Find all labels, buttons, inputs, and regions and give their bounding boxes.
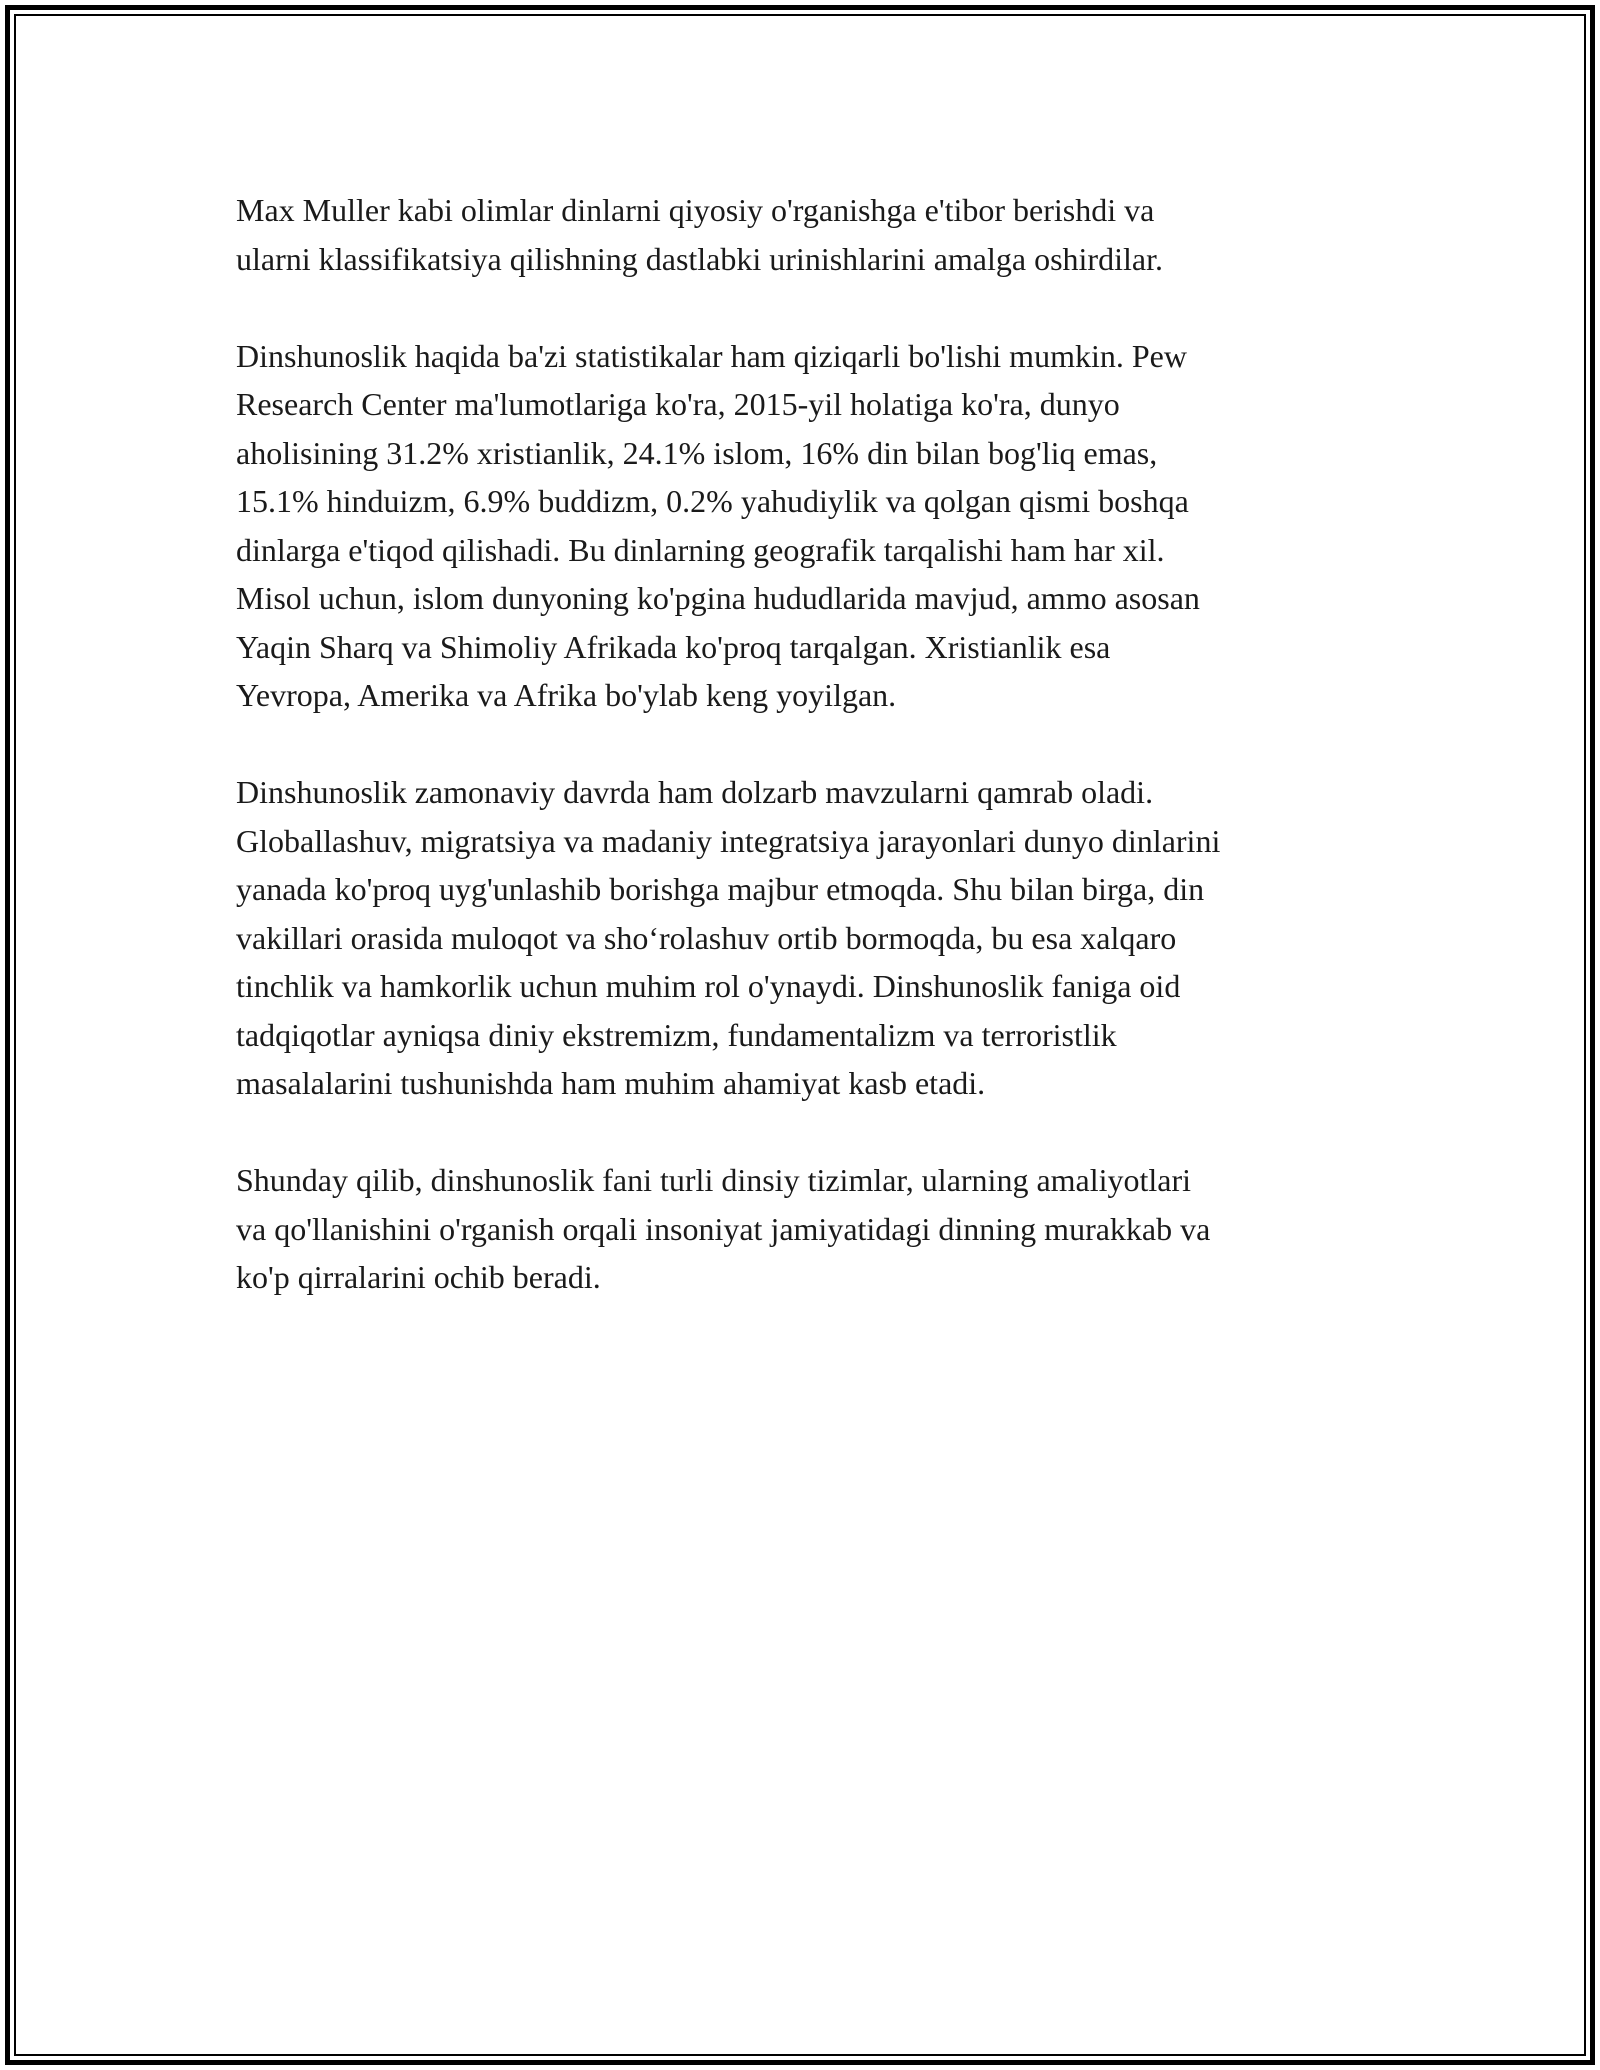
document-body: [236, 186, 1376, 1350]
paragraph-conclusion: Shunday qilib, dinshunoslik fani turli dinsiy tizimlar, ularning amaliyotlari va qo'llanishini o'rganish orqali insoniyat jamiyatidagi dinning murakkab va ko'p qirralarini ochib beradi.: [236, 1162, 1211, 1295]
paragraph-modern-era: Dinshunoslik zamonaviy davrda ham dolzarb mavzularni qamrab oladi. Globallashuv, migratsiya va madaniy integratsiya jarayonlari dunyo dinlarini yanada ko'proq uyg'unlashib borishga majbur etmoqda. Shu bilan birga, din vakillari orasida muloqot va sho‘rolashuv ortib bormoqda, bu esa xalqaro tinchlik va hamkorlik uchun muhim rol o'ynaydi. Dinshunoslik faniga oid tadqiqotlar ayniqsa diniy ekstremizm, fundamentalizm va terroristlik masalalarini tushunishda ham muhim ahamiyat kasb etadi.: [236, 774, 1221, 1101]
paragraph-statistics: Dinshunoslik haqida ba'zi statistikalar ham qiziqarli bo'lishi mumkin. Pew Research Center ma'lumotlariga ko'ra, 2015-yil holatiga ko'ra, dunyo aholisining 31.2% xristianlik, 24.1% islom, 16% din bilan bog'liq emas, 15.1% hinduizm, 6.9% buddizm, 0.2% yahudiylik va qolgan qismi boshqa dinlarga e'tiqod qilishadi. Bu dinlarning geografik tarqalishi ham har xil. Misol uchun, islom dunyoning ko'pgina hududlarida mavjud, ammo asosan Yaqin Sharq va Shimoliy Afrikada ko'proq tarqalgan. Xristianlik esa Yevropa, Amerika va Afrika bo'ylab keng yoyilgan.: [236, 337, 1200, 713]
paragraph-max-muller: Max Muller kabi olimlar dinlarni qiyosiy o'rganishga e'tibor berishdi va ularni klassifikatsiya qilishning dastlabki urinishlarini amalga oshirdilar.: [236, 192, 1163, 277]
